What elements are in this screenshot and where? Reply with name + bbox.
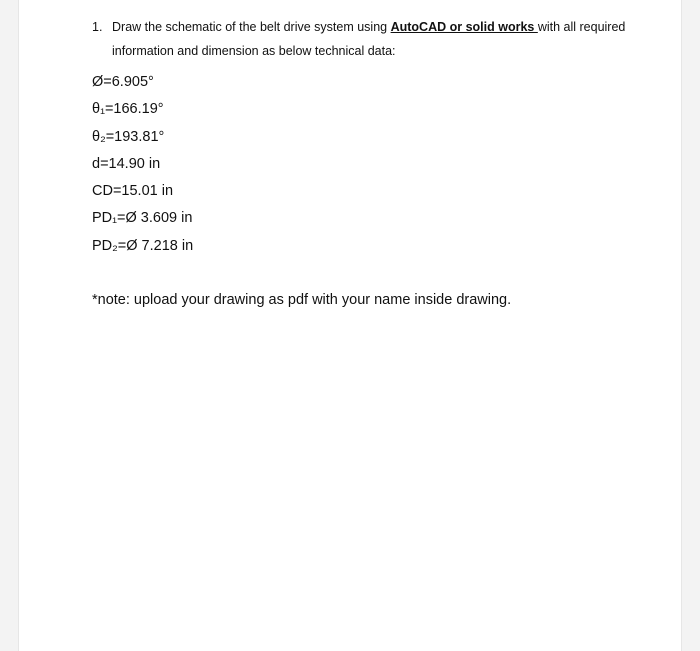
question-software-emphasis: AutoCAD or solid works <box>390 20 538 34</box>
data-center-distance: CD=15.01 in <box>92 183 174 200</box>
question-text-intro: Draw the schematic of the belt drive system using <box>112 20 391 34</box>
question-text-rest: with all required information and dimension as below technical data: <box>112 20 626 58</box>
question-number: 1. <box>92 20 103 34</box>
data-angle-phi: Ø=6.905° <box>92 74 154 90</box>
data-pitch-diameter-2: PD₂=Ø 7.218 in <box>92 237 194 254</box>
data-pitch-diameter-1: PD₁=Ø 3.609 in <box>92 210 193 227</box>
technical-data-list <box>92 70 193 261</box>
document-page <box>18 0 682 651</box>
submission-note: *note: upload your drawing as pdf with your name inside drawing. <box>92 292 512 308</box>
data-theta-2: θ₂=193.81° <box>92 128 165 145</box>
question-text <box>112 15 652 63</box>
question-1 <box>92 15 652 63</box>
data-d: d=14.90 in <box>92 155 161 172</box>
data-theta-1: θ₁=166.19° <box>92 101 164 118</box>
